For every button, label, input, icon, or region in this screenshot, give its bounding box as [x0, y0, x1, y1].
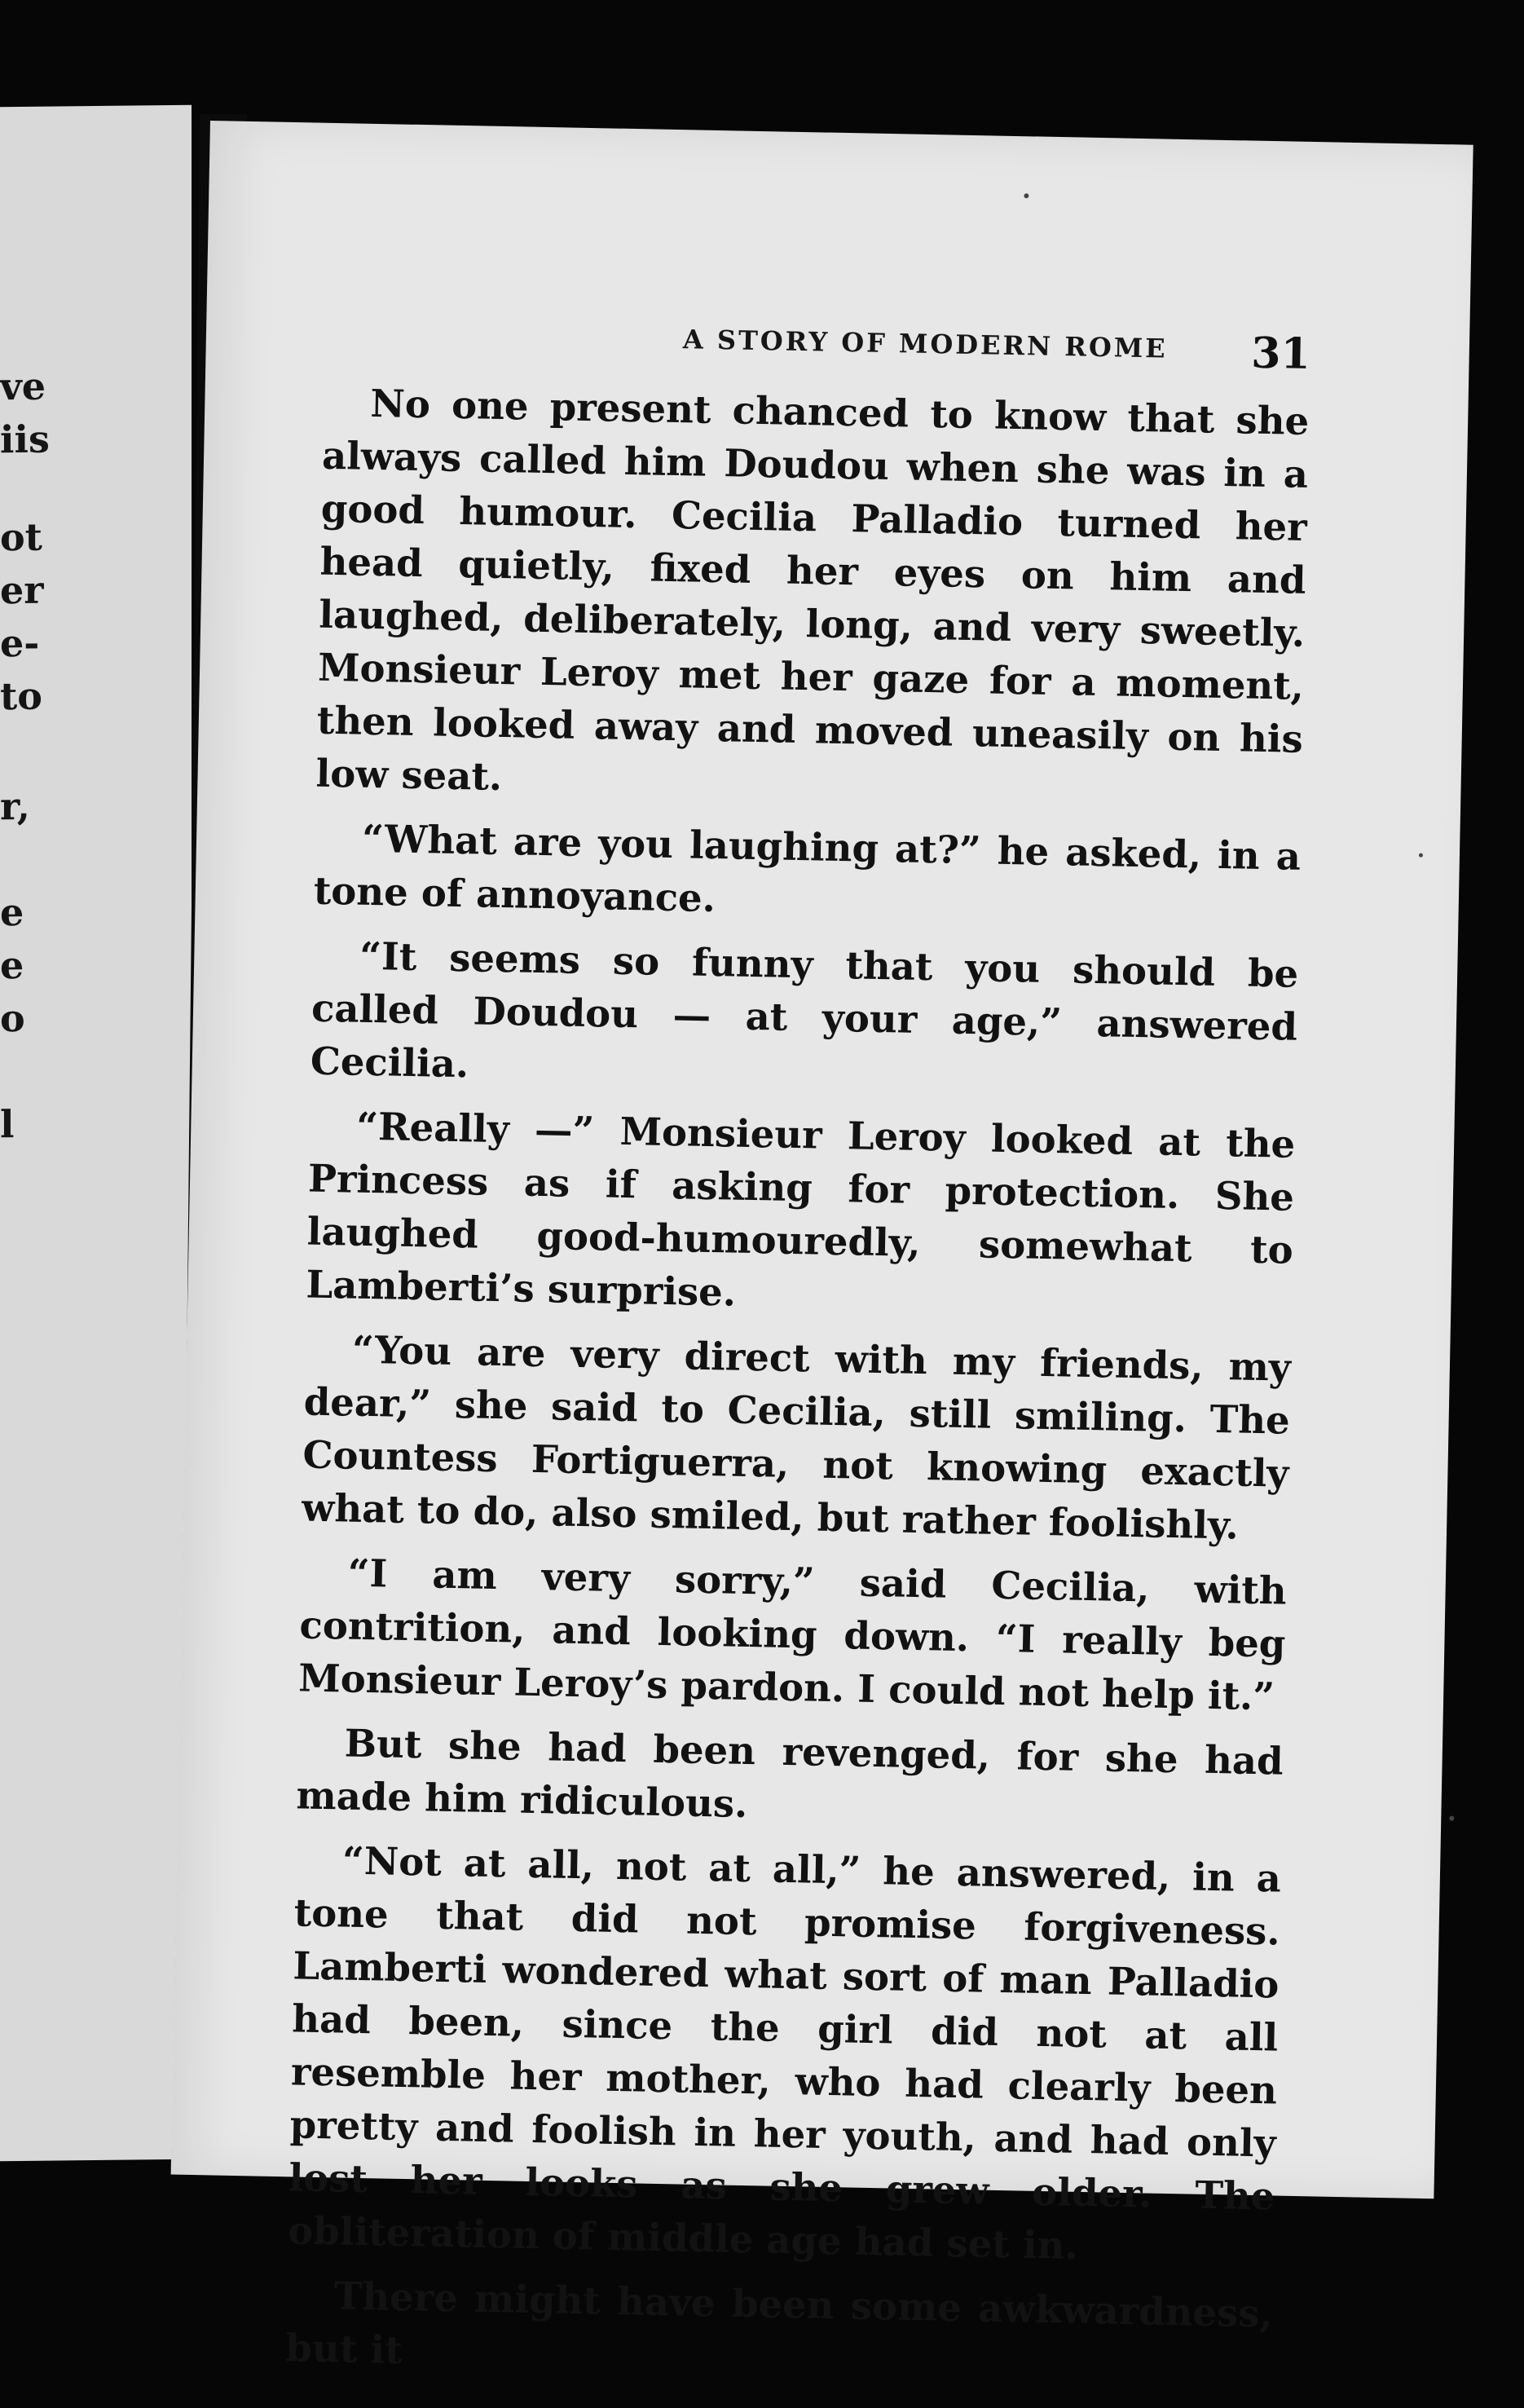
- previous-page-edge: [0, 105, 192, 2161]
- left-page-fragment: r,: [0, 783, 30, 829]
- left-page-fragment: ve: [0, 364, 46, 409]
- scan-speck: [1419, 853, 1423, 858]
- page-number: 31: [1250, 328, 1311, 379]
- left-page-fragment: ot: [0, 514, 42, 560]
- paragraph: “What are you laughing at?” he asked, in a tone of annoyance.: [313, 815, 1302, 921]
- paragraph: “You are very direct with my friends, my dear,” she said to Cecilia, still smiling. The Countess Fortiguerra, not knowing exactly what to do, also smiled, but rather foolishly.: [301, 1326, 1292, 1548]
- paragraph: No one present chanced to know that she always called him Doudou when she was in a good humour. Cecilia Palladio turned her head quietly, fixed her eyes on him and laughed, deliberately, long, and very sweetly. Monsieur Leroy met her gaze for a moment, then looked away and moved uneasily on his low seat.: [315, 380, 1310, 800]
- left-page-fragment: l: [0, 1102, 15, 1147]
- paragraph: “It seems so funny that you should be called Doudou — at your age,” answered Cecilia.: [310, 933, 1299, 1087]
- left-page-fragment: e: [0, 942, 24, 988]
- left-page-fragment: er: [0, 567, 44, 613]
- paragraph: “Not at all, not at all,” he answered, in a tone that did not promise forgiveness. Lamberti wondered what sort of man Palladio had been, since the girl did not at all resemble her mother, who had clearly been pretty and foolish in her youth, and had only lost her looks as she grew older. The obliteration of middle age had set in.: [287, 1837, 1282, 2268]
- book-page: [171, 121, 1473, 2373]
- paragraph: There might have been some awkwardness, but it: [285, 2273, 1274, 2373]
- page-header: [325, 311, 1311, 379]
- left-page-fragment: iis: [0, 417, 50, 462]
- paragraph: “I am very sorry,” said Cecilia, with contrition, and looking down. “I really beg Monsieur Leroy’s pardon. I could not help it.”: [297, 1550, 1288, 1719]
- scan-speck: [1449, 1816, 1454, 1821]
- page-body: [285, 376, 1310, 2405]
- paragraph: “Really —” Monsieur Leroy looked at the Princess as if asking for protection. She laughed good-humouredly, somewhat to Lamberti’s surprise.: [306, 1103, 1296, 1315]
- left-page-fragment: e: [0, 889, 24, 935]
- left-page-fragment: o: [0, 995, 25, 1041]
- paragraph: But she had been revenged, for she had made him ridiculous.: [296, 1720, 1284, 1827]
- running-head: A STORY OF MODERN ROME: [682, 324, 1169, 364]
- left-page-fragment: e-: [0, 620, 40, 666]
- scan-speck: [1024, 193, 1028, 198]
- left-page-fragment: to: [0, 673, 42, 719]
